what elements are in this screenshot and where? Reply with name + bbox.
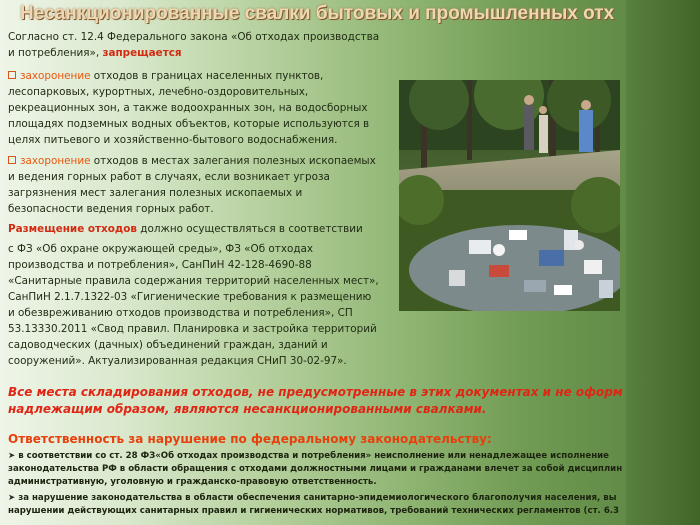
prohibited-label: запрещается: [102, 47, 182, 59]
square-bullet-icon: [8, 71, 16, 79]
placement-line-3: производства и потребления», СанПиН 42-128-4690-88: [8, 259, 312, 271]
bullet-1-line-2: лесопарковых, курортных, лечебно-оздоровительных,: [8, 86, 309, 98]
dump-photo: [399, 80, 620, 311]
placement-line-6: и обезвреживанию отходов производства и потребления», СП: [8, 307, 353, 319]
intro-line-2: [8, 45, 182, 61]
placement-line-5: СанПиН 2.1.7.1322-03 «Гигиенические требования к размещению: [8, 291, 372, 303]
responsibility-item-1-line-2: законодательства РФ в области обращения с отходами должностными лицами и гражданами влечет за собой дисциплин: [8, 464, 623, 474]
warning-line-2: надлежащим образом, являются несанкционированными свалками.: [8, 402, 487, 416]
responsibility-item-1-text-1: в соответствии со ст. 28 ФЗ«Об отходах производства и потребления» неисполнение или ненадлежащее исполнение: [18, 451, 609, 461]
placement-line-8: садоводческих (дачных) объединений граждан, зданий и: [8, 339, 328, 351]
bullet-1-line-1: [8, 68, 323, 84]
placement-keyword: Размещение отходов: [8, 223, 137, 235]
arrow-bullet-icon: ➤: [8, 451, 16, 461]
placement-line-7: 53.13330.2011 «Свод правил. Планировка и застройка территорий: [8, 323, 377, 335]
warning-line-1: Все места складирования отходов, не предусмотренные в этих документах и не оформ: [8, 385, 623, 399]
responsibility-title: Ответственность за нарушение по федеральному законодательству:: [8, 432, 492, 446]
slide-title: Несанкционированные свалки бытовых и промышленных отх: [20, 3, 615, 24]
placement-line-9: сооружений». Актуализированная редакция СНиП 30-02-97».: [8, 355, 347, 367]
responsibility-item-1-line-1: [8, 450, 609, 463]
bullet-1-line-4: площадях подземных водных объектов, которые используются в: [8, 118, 370, 130]
bullet-2-line-1: [8, 153, 376, 169]
placement-line-1: [8, 221, 363, 237]
responsibility-item-1-line-3: административную, уголовную и гражданско-правовую ответственность.: [8, 477, 377, 487]
decorative-right-strip: [626, 0, 700, 525]
responsibility-item-2-line-1: [8, 492, 616, 505]
bullet-1-line-3: рекреационных зон, а также водоохранных зон, на водосборных: [8, 102, 368, 114]
bullet-2-line-4: безопасности ведения горных работ.: [8, 203, 214, 215]
arrow-bullet-icon: ➤: [8, 493, 16, 503]
bullet-2-line-3: загрязнения мест залегания полезных ископаемых и: [8, 187, 303, 199]
bullet-1-keyword: захоронение: [20, 70, 91, 82]
placement-line-2: с ФЗ «Об охране окружающей среды», ФЗ «Об отходах: [8, 243, 314, 255]
bullet-2-line-2: и ведения горных работ в случаях, если возникает угроза: [8, 171, 330, 183]
placement-text: должно осуществляться в соответствии: [136, 223, 363, 235]
bullet-2-text: отходов в местах залегания полезных ископаемых: [90, 155, 376, 167]
responsibility-item-2-line-2: нарушении действующих санитарных правил и гигиенических нормативов, требований технических регламентов (ст. 6.3: [8, 506, 620, 516]
placement-line-4: «Санитарные правила содержания территорий населенных мест»,: [8, 275, 379, 287]
bullet-1-text: отходов в границах населенных пунктов,: [90, 70, 324, 82]
responsibility-item-2-text-1: за нарушение законодательства в области обеспечения санитарно-эпидемиологического благополучия населения, вы: [18, 493, 617, 503]
intro-text: и потребления»,: [8, 47, 103, 59]
bullet-2-keyword: захоронение: [20, 155, 91, 167]
bullet-1-line-5: целях питьевого и хозяйственно-бытового водоснабжения.: [8, 134, 338, 146]
intro-line-1: Согласно ст. 12.4 Федерального закона «Об отходах производства: [8, 31, 380, 43]
square-bullet-icon: [8, 156, 16, 164]
